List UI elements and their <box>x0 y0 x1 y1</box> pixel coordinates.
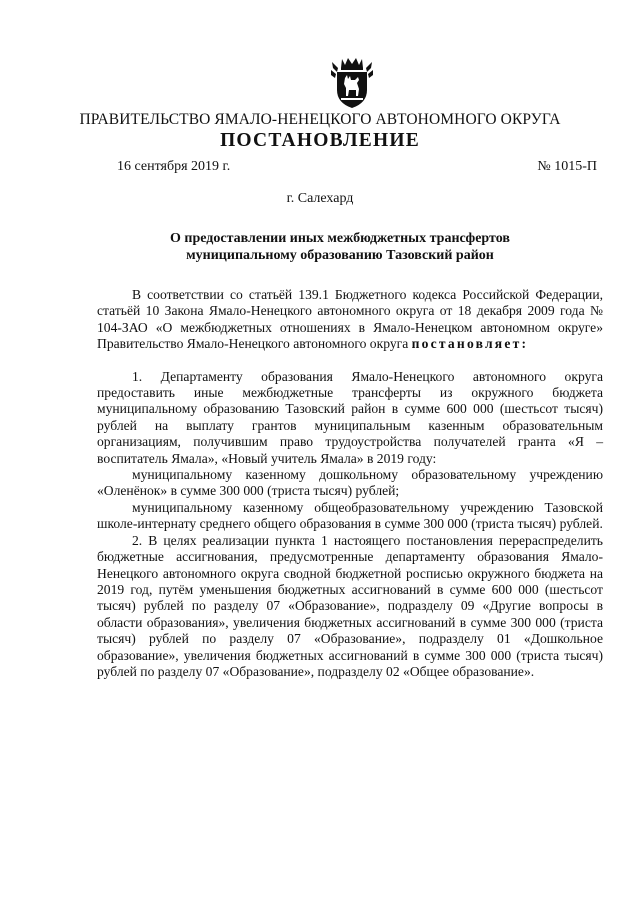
document-type-title: ПОСТАНОВЛЕНИЕ <box>220 130 420 151</box>
paragraph-1b: муниципальному казенному общеобразовательному учреждению Тазовской школе-интернату среднего общего образования в сумме 300 000 (триста тысяч) рублей. <box>97 499 603 532</box>
preamble-paragraph <box>97 287 603 353</box>
document-heading-line-2: муниципальному образованию Тазовский район <box>186 248 494 263</box>
paragraph-1a: муниципальному казенному дошкольному образовательному учреждению «Оленёнок» в сумме 300 000 (триста тысяч) рублей; <box>97 467 603 499</box>
paragraph-1: 1. Департаменту образования Ямало-Ненецкого автономного округа предоставить иные межбюджетные трансферты из окружного бюджета муниципальному образованию Тазовский район в сумме 600 000 (шестьсот тысяч) рублей на выплату грантов муниципальным казенным образовательным организациям, получившим право трудоустройства получателей гранта «Я – воспитатель Ямала», «Новый учитель Ямала» в 2019 году: <box>97 368 603 466</box>
document-heading <box>100 230 580 264</box>
government-title: ПРАВИТЕЛЬСТВО ЯМАЛО-НЕНЕЦКОГО АВТОНОМНОГО ОКРУГА <box>79 111 561 128</box>
document-city: г. Салехард <box>286 191 354 206</box>
paragraph-2: 2. В целях реализации пункта 1 настоящего постановления перераспределить бюджетные ассигнования, предусмотренные департаменту образования Ямало-Ненецкого автономного округа сводной бюджетной росписью окружного бюджета на 2019 год, путём уменьшения бюджетных ассигнований в сумме 600 000 (шестьсот тысяч) рублей по разделу 07 «Образование», подразделу 09 «Другие вопросы в области образования», увеличения бюджетных ассигнований в сумме 300 000 (триста тысяч) рублей по разделу 07 «Образование», подразделу 01 «Дошкольное образование», увеличения бюджетных ассигнований в сумме 300 000 (триста тысяч) рублей по разделу 07 «Образование», подразделу 02 «Общее образование». <box>97 532 603 679</box>
document-number: № 1015-П <box>537 159 597 174</box>
coat-of-arms-icon <box>329 56 375 110</box>
preamble-emphasis: постановляет: <box>411 336 529 352</box>
preamble-text: В соответствии со статьёй 139.1 Бюджетного кодекса Российской Федерации, статьёй 10 Закона Ямало-Ненецкого автономного округа от 18 декабря 2009 года № 104-ЗАО «О межбюджетных отношениях в Ямало-Ненецком автономном округе» Правительство Ямало-Ненецкого автономного округа <box>97 287 603 352</box>
document-date: 16 сентября 2019 г. <box>117 159 231 174</box>
document-heading-line-1: О предоставлении иных межбюджетных трансфертов <box>170 231 510 246</box>
document-body <box>97 287 603 680</box>
